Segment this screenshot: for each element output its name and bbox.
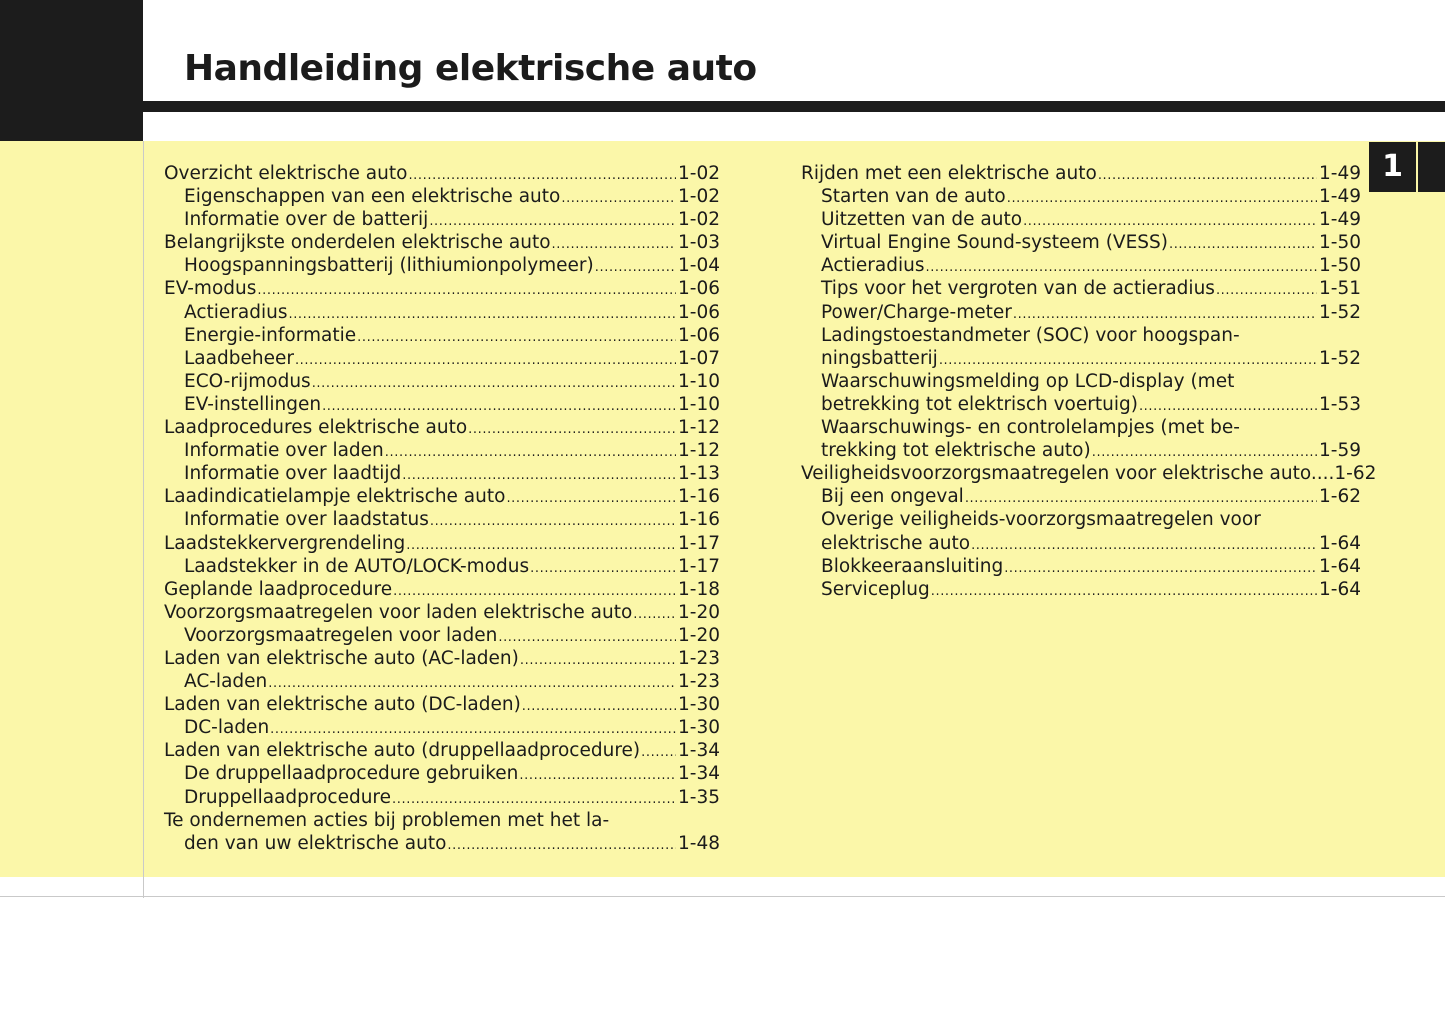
toc-entry-page: 1-10 — [678, 370, 720, 392]
toc-entry[interactable] — [801, 208, 1361, 231]
toc-entry-label: Laadindicatielampje elektrische auto — [164, 486, 506, 508]
toc-entry[interactable] — [801, 485, 1361, 508]
toc-entry[interactable] — [801, 393, 1361, 416]
toc-entry-label: Uitzetten van de auto — [821, 209, 1023, 231]
dot-leader — [393, 578, 676, 603]
toc-entry[interactable] — [164, 393, 720, 416]
toc-entry[interactable] — [164, 647, 720, 670]
corner-block — [0, 0, 143, 141]
dot-leader — [270, 716, 676, 741]
dot-leader — [595, 254, 676, 279]
dot-leader — [633, 601, 676, 626]
toc-entry-label: Serviceplug — [821, 578, 930, 600]
toc-entry-page: 1-02 — [678, 163, 720, 184]
toc-entry-page: 1-17 — [678, 532, 720, 554]
toc-entry-label: Informatie over de batterij — [184, 209, 429, 231]
toc-entry-page: 1-34 — [678, 740, 720, 762]
dot-leader — [322, 393, 676, 418]
toc-entry-page: 1-30 — [678, 694, 720, 716]
toc-entry-page: 1-23 — [678, 671, 720, 693]
chapter-number[interactable]: 1 — [1382, 149, 1403, 184]
toc-entry-page: 1-64 — [1319, 578, 1361, 600]
toc-entry-label: trekking tot elektrische auto) — [821, 440, 1091, 462]
toc-entry[interactable] — [164, 555, 720, 578]
toc-entry[interactable] — [164, 347, 720, 370]
toc-entry[interactable] — [801, 185, 1361, 208]
toc-entry-page: 1-30 — [678, 717, 720, 739]
toc-entry-label: Laadstekkervergrendeling — [164, 532, 406, 554]
toc-entry-label: Tips voor het vergroten van de actieradius — [821, 278, 1215, 300]
toc-entry[interactable] — [164, 277, 720, 300]
dot-leader — [357, 324, 676, 349]
toc-entry-label: Hoogspanningsbatterij (lithiumionpolymeer) — [184, 255, 594, 277]
dot-leader — [561, 185, 676, 210]
toc-entry-page: 1-07 — [678, 347, 720, 369]
dot-leader — [971, 532, 1317, 557]
footer-rule — [0, 896, 1445, 897]
toc-entry[interactable] — [801, 439, 1361, 462]
toc-entry-page: 1-49 — [1319, 163, 1361, 184]
toc-entry-label: Bij een ongeval — [821, 486, 964, 508]
dot-leader — [925, 254, 1317, 279]
toc-entry-label: Laadprocedures elektrische auto — [164, 417, 468, 439]
toc-entry-label-line1[interactable]: Overige veiligheids-voorzorgsmaatregelen voor — [821, 509, 1261, 531]
toc-entry-label: Blokkeeraansluiting — [821, 555, 1004, 577]
toc-entry-page: 1-62 — [1319, 486, 1361, 508]
dot-leader — [1004, 555, 1317, 580]
toc-entry-page: 1-02 — [678, 186, 720, 208]
toc-entry-label: Overzicht elektrische auto — [164, 163, 408, 184]
toc-entry-page: 1-10 — [678, 393, 720, 415]
toc-entry-page: 1-03 — [678, 232, 720, 254]
toc-entry-page: 1-12 — [678, 440, 720, 462]
toc-left-column — [164, 162, 720, 855]
chapter-tab-divider — [1416, 142, 1418, 192]
dot-leader — [1013, 301, 1317, 326]
toc-entry[interactable] — [801, 532, 1361, 555]
toc-entry[interactable] — [164, 324, 720, 347]
toc-entry-page: 1-35 — [678, 786, 720, 808]
toc-entry-label: EV-modus — [164, 278, 257, 300]
dot-leader — [1216, 277, 1317, 302]
toc-entry[interactable] — [801, 555, 1361, 578]
toc-entry-page: 1-20 — [678, 601, 720, 623]
dot-leader — [965, 485, 1317, 510]
toc-entry-page: 1-62 — [1334, 463, 1377, 485]
dot-leader — [522, 693, 676, 718]
toc-entry-page: 1-06 — [678, 278, 720, 300]
toc-entry-label: EV-instellingen — [184, 393, 322, 415]
toc-entry-label: DC-laden — [184, 717, 270, 739]
dot-leader — [1098, 162, 1317, 187]
toc-entry-label: Belangrijkste onderdelen elektrische auto — [164, 232, 551, 254]
toc-entry[interactable] — [164, 439, 720, 462]
toc-entry[interactable] — [164, 370, 720, 393]
toc-entry-label: Veiligheidsvoorzorgsmaatregelen voor elektrische auto.... — [801, 463, 1335, 485]
toc-entry[interactable] — [801, 277, 1361, 300]
toc-entry[interactable] — [801, 162, 1361, 185]
dot-leader — [641, 739, 676, 764]
toc-entry-label: Voorzorgsmaatregelen voor laden — [184, 624, 498, 646]
dot-leader — [552, 231, 676, 256]
dot-leader — [295, 347, 676, 372]
toc-entry-page: 1-04 — [678, 255, 720, 277]
toc-entry-label: den van uw elektrische auto — [184, 832, 447, 854]
toc-entry-label: Energie-informatie — [184, 324, 357, 346]
toc-entry-page: 1-59 — [1319, 440, 1361, 462]
dot-leader — [257, 277, 676, 302]
toc-entry-label-line1[interactable]: Ladingstoestandmeter (SOC) voor hoogspan- — [821, 324, 1240, 346]
title-rule — [143, 101, 1445, 112]
toc-entry-label-line1[interactable]: Waarschuwingsmelding op LCD-display (met — [821, 370, 1235, 392]
toc-entry[interactable] — [164, 208, 720, 231]
toc-entry-label: Laden van elektrische auto (AC-laden) — [164, 647, 519, 669]
toc-entry-label: Actieradius — [821, 255, 925, 277]
dot-leader — [447, 832, 676, 857]
toc-entry[interactable] — [164, 231, 720, 254]
toc-entry-label: AC-laden — [184, 671, 268, 693]
toc-entry-label: Druppellaadprocedure — [184, 786, 392, 808]
dot-leader — [406, 532, 676, 557]
toc-entry-page: 1-18 — [678, 578, 720, 600]
toc-entry[interactable] — [164, 254, 720, 277]
toc-entry[interactable] — [164, 624, 720, 647]
dot-leader — [392, 786, 676, 811]
toc-entry-label: Power/Charge-meter — [821, 301, 1012, 323]
dot-leader — [408, 162, 676, 187]
toc-entry[interactable] — [801, 301, 1361, 324]
toc-entry[interactable] — [164, 693, 720, 716]
toc-entry-page: 1-17 — [678, 555, 720, 577]
toc-entry[interactable] — [164, 462, 720, 485]
toc-entry-page: 1-06 — [678, 301, 720, 323]
toc-entry-page: 1-49 — [1319, 186, 1361, 208]
margin-line — [143, 141, 144, 898]
toc-entry[interactable] — [801, 347, 1361, 370]
dot-leader — [268, 670, 676, 695]
toc-entry[interactable] — [801, 231, 1361, 254]
toc-entry-page: 1-13 — [678, 463, 720, 485]
dot-leader — [1007, 185, 1317, 210]
toc-entry[interactable] — [164, 301, 720, 324]
toc-entry-page: 1-50 — [1319, 232, 1361, 254]
toc-entry-page: 1-52 — [1319, 347, 1361, 369]
dot-leader — [498, 624, 676, 649]
toc-entry[interactable] — [164, 485, 720, 508]
toc-entry-label: betrekking tot elektrisch voertuig) — [821, 393, 1138, 415]
toc-entry-label: elektrische auto — [821, 532, 971, 554]
toc-entry-label: ningsbatterij — [821, 347, 938, 369]
page-title: Handleiding elektrische auto — [184, 48, 757, 89]
toc-right-column — [801, 162, 1377, 601]
toc-entry-page: 1-64 — [1319, 555, 1361, 577]
dot-leader — [402, 462, 676, 487]
toc-entry-page: 1-16 — [678, 509, 720, 531]
dot-leader — [530, 555, 676, 580]
toc-entry-label: Geplande laadprocedure — [164, 578, 393, 600]
dot-leader — [939, 347, 1317, 372]
toc-entry[interactable] — [164, 416, 720, 439]
dot-leader — [430, 508, 676, 533]
dot-leader — [312, 370, 676, 395]
toc-entry-label: Laden van elektrische auto (druppellaadprocedure) — [164, 740, 641, 762]
toc-entry[interactable] — [801, 578, 1361, 601]
toc-entry[interactable] — [164, 508, 720, 531]
dot-leader — [429, 208, 676, 233]
dot-leader — [506, 485, 676, 510]
toc-entry-page: 1-48 — [678, 832, 720, 854]
toc-entry-label: Eigenschappen van een elektrische auto — [184, 186, 561, 208]
dot-leader — [1169, 231, 1317, 256]
toc-entry-page: 1-12 — [678, 417, 720, 439]
toc-entry-page: 1-20 — [678, 624, 720, 646]
toc-entry[interactable] — [164, 762, 720, 785]
dot-leader — [931, 578, 1317, 603]
toc-entry-label: Informatie over laadstatus — [184, 509, 429, 531]
toc-entry[interactable] — [164, 185, 720, 208]
dot-leader — [520, 647, 676, 672]
toc-entry-page: 1-64 — [1319, 532, 1361, 554]
toc-entry-label: Laden van elektrische auto (DC-laden) — [164, 694, 521, 716]
toc-entry-page: 1-49 — [1319, 209, 1361, 231]
dot-leader — [519, 762, 676, 787]
toc-entry[interactable] — [164, 716, 720, 739]
toc-entry[interactable] — [164, 739, 720, 762]
toc-entry[interactable] — [164, 601, 720, 624]
toc-entry-page: 1-53 — [1319, 393, 1361, 415]
toc-entry-label: Virtual Engine Sound-systeem (VESS) — [821, 232, 1168, 254]
toc-entry-page: 1-02 — [678, 209, 720, 231]
dot-leader — [1023, 208, 1317, 233]
dot-leader — [1092, 439, 1317, 464]
toc-entry-label: Starten van de auto — [821, 186, 1006, 208]
toc-entry-label: Laadstekker in de AUTO/LOCK-modus — [184, 555, 530, 577]
toc-entry-label-line1[interactable]: Te ondernemen acties bij problemen met het la- — [164, 809, 610, 831]
dot-leader — [385, 439, 676, 464]
dot-leader — [468, 416, 676, 441]
toc-entry-label: Actieradius — [184, 301, 288, 323]
toc-entry[interactable] — [164, 532, 720, 555]
toc-entry-label: Informatie over laadtijd — [184, 463, 402, 485]
toc-entry-page: 1-52 — [1319, 301, 1361, 323]
toc-entry-label-line1[interactable]: Waarschuwings- en controlelampjes (met be- — [821, 417, 1240, 439]
toc-entry-page: 1-34 — [678, 763, 720, 785]
toc-entry-label: ECO-rijmodus — [184, 370, 311, 392]
toc-entry-label: Rijden met een elektrische auto — [801, 163, 1097, 184]
toc-entry[interactable] — [801, 254, 1361, 277]
dot-leader — [1139, 393, 1317, 418]
toc-entry[interactable] — [164, 670, 720, 693]
toc-entry[interactable] — [164, 578, 720, 601]
toc-entry-label: Voorzorgsmaatregelen voor laden elektrische auto — [164, 601, 633, 623]
toc-entry-page: 1-23 — [678, 647, 720, 669]
toc-entry-page: 1-50 — [1319, 255, 1361, 277]
toc-entry[interactable] — [801, 462, 1377, 485]
toc-entry[interactable] — [164, 786, 720, 809]
toc-entry-label: De druppellaadprocedure gebruiken — [184, 763, 519, 785]
dot-leader — [288, 301, 676, 326]
toc-entry[interactable] — [164, 162, 720, 185]
toc-entry-page: 1-16 — [678, 486, 720, 508]
toc-entry-label: Laadbeheer — [184, 347, 294, 369]
toc-entry-page: 1-51 — [1319, 278, 1361, 300]
toc-entry-label: Informatie over laden — [184, 440, 384, 462]
toc-entry[interactable] — [164, 832, 720, 855]
toc-entry-page: 1-06 — [678, 324, 720, 346]
